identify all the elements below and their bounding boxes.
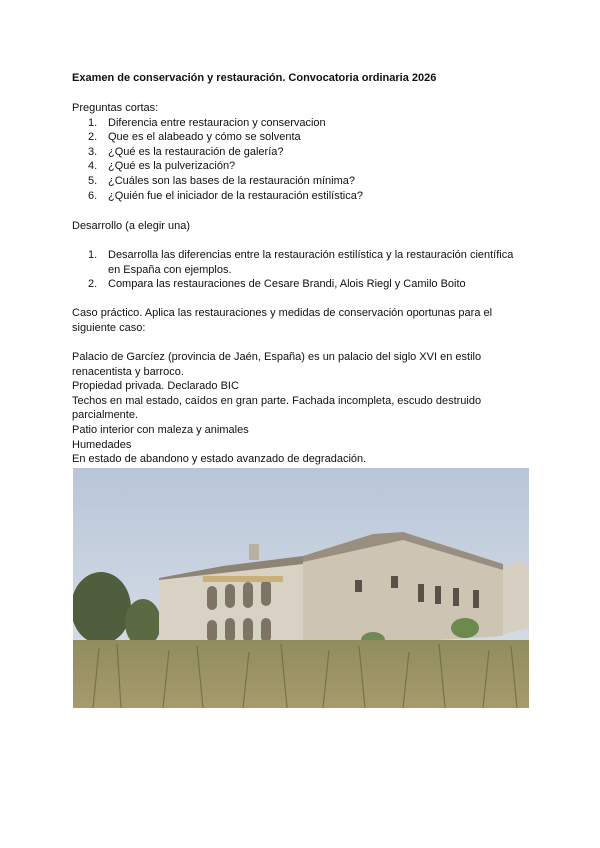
case-line: Techos en mal estado, caídos en gran parte. Fachada incompleta, escudo destruido parcialmente. [72,394,482,422]
list-item: 5. ¿Cuáles son las bases de la restauración mínima? [88,174,356,187]
palace-tower [249,544,259,560]
vegetation [73,640,529,708]
list-item: 3. ¿Qué es la restauración de galería? [88,145,284,158]
arcade-cornice [203,576,283,582]
case-details [72,350,512,467]
bush [451,618,479,638]
tree [73,572,131,644]
development-list [72,248,524,292]
palace-illustration [73,468,529,708]
list-item: 6. ¿Quién fue el iniciador de la restauración estilística? [88,189,363,202]
case-line: En estado de abandono y estado avanzado de degradación. [72,453,367,466]
case-line: Palacio de Garcíez (provincia de Jaén, España) es un palacio del siglo XVI en estilo renacentista y barroco. [72,351,482,378]
list-item: 2. Compara las restauraciones de Cesare Brandi, Alois Riegl y Camilo Boito [88,278,466,291]
list-item: 4. ¿Qué es la pulverización? [88,160,236,173]
palace-photo [73,468,529,708]
palace-right-block [503,560,529,634]
case-line: Patio interior con maleza y animales [72,423,249,436]
short-questions-list [72,116,532,204]
case-line: Humedades [72,438,132,451]
short-questions-heading: Preguntas cortas: [72,102,159,114]
list-item: 1. Diferencia entre restauracion y conservacion [88,116,326,129]
case-line: Propiedad privada. Declarado BIC [72,380,239,393]
short-questions-section [72,101,532,203]
case-intro: Caso práctico. Aplica las restauraciones y medidas de conservación oportunas para el siguiente caso: [72,307,493,334]
list-item: 2. Que es el alabeado y cómo se solventa [88,131,301,144]
exam-title: Examen de conservación y restauración. Convocatoria ordinaria 2026 [72,72,437,84]
development-heading: Desarrollo (a elegir una) [72,220,190,232]
tree [125,599,161,647]
list-item: 1. Desarrolla las diferencias entre la restauración estilística y la restauración científica en España con ejemplos. [88,249,514,276]
